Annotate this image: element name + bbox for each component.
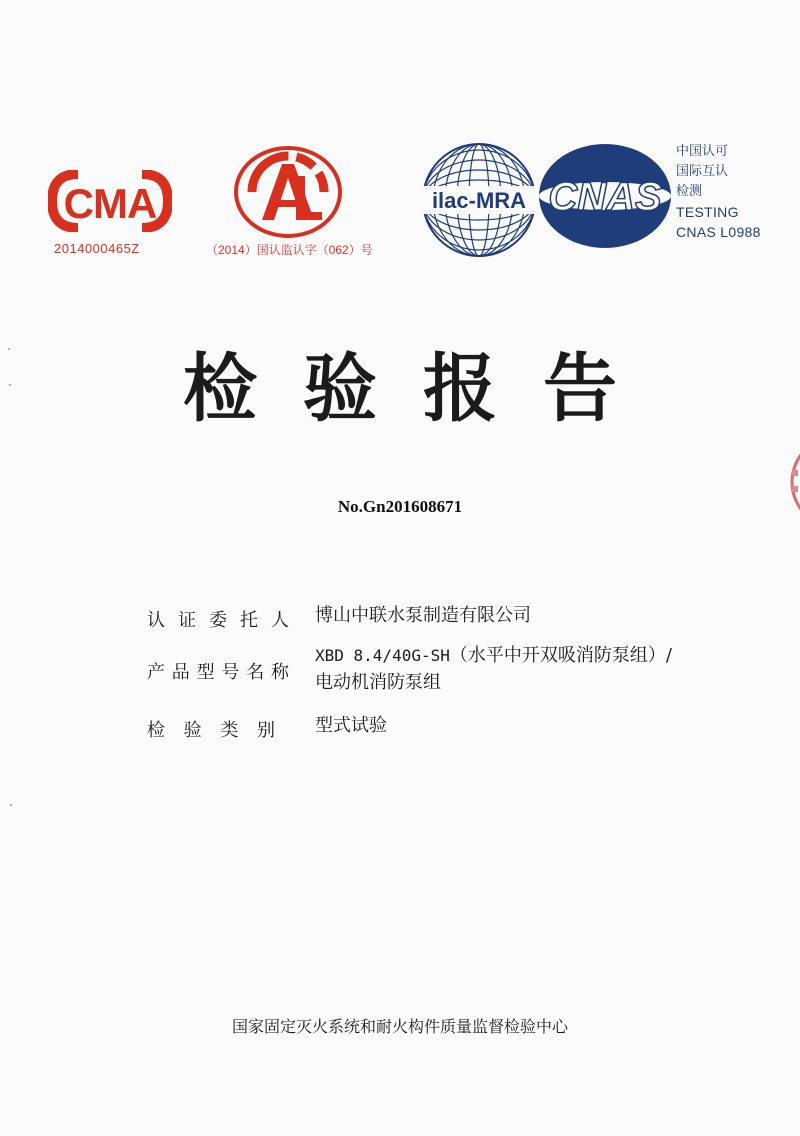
product-description-line2: 电动机消防泵组 (315, 672, 441, 693)
report-title: 检验报告 (183, 346, 663, 432)
product-model: XBD 8.4/40G-SH (315, 646, 450, 665)
cnas-line-3: 检测 (676, 184, 703, 199)
type-value: 型式试验 (315, 715, 387, 736)
cma-logo-text: CMA (63, 180, 157, 227)
product-label: 产品型号名称 (147, 662, 289, 683)
report-number: No.Gn201608671 (337, 497, 463, 516)
product-value (315, 642, 672, 696)
type-label: 检验类别 (147, 720, 275, 741)
cnas-logo-text: CNAS (548, 175, 662, 219)
cnas-line-5: CNAS L0988 (676, 224, 761, 240)
product-description: （水平中开双吸消防泵组）/ (449, 645, 672, 666)
cma-logo (48, 170, 172, 232)
cnas-logo (536, 140, 674, 252)
cnas-line-2: 国际互认 (676, 164, 729, 179)
partial-seal-stamp (778, 432, 800, 532)
paper-speck (9, 384, 11, 386)
cnas-accreditation-text (676, 142, 761, 242)
client-label: 认证委托人 (147, 610, 289, 631)
issuing-organization: 国家固定灭火系统和耐火构件质量监督检验中心 (231, 1017, 568, 1036)
cnas-line-4: TESTING (676, 204, 739, 220)
cma-number: 2014000465Z (54, 241, 140, 256)
cal-logo (232, 144, 344, 240)
ilac-mra-logo (420, 134, 538, 266)
paper-speck (10, 804, 12, 806)
paper-speck (8, 348, 10, 350)
ilac-mra-text: ilac-MRA (431, 188, 527, 213)
cal-caption: （2014）国认监认字（062）号 (206, 243, 373, 257)
cnas-line-1: 中国认可 (676, 144, 729, 159)
client-value: 博山中联水泵制造有限公司 (315, 605, 531, 626)
